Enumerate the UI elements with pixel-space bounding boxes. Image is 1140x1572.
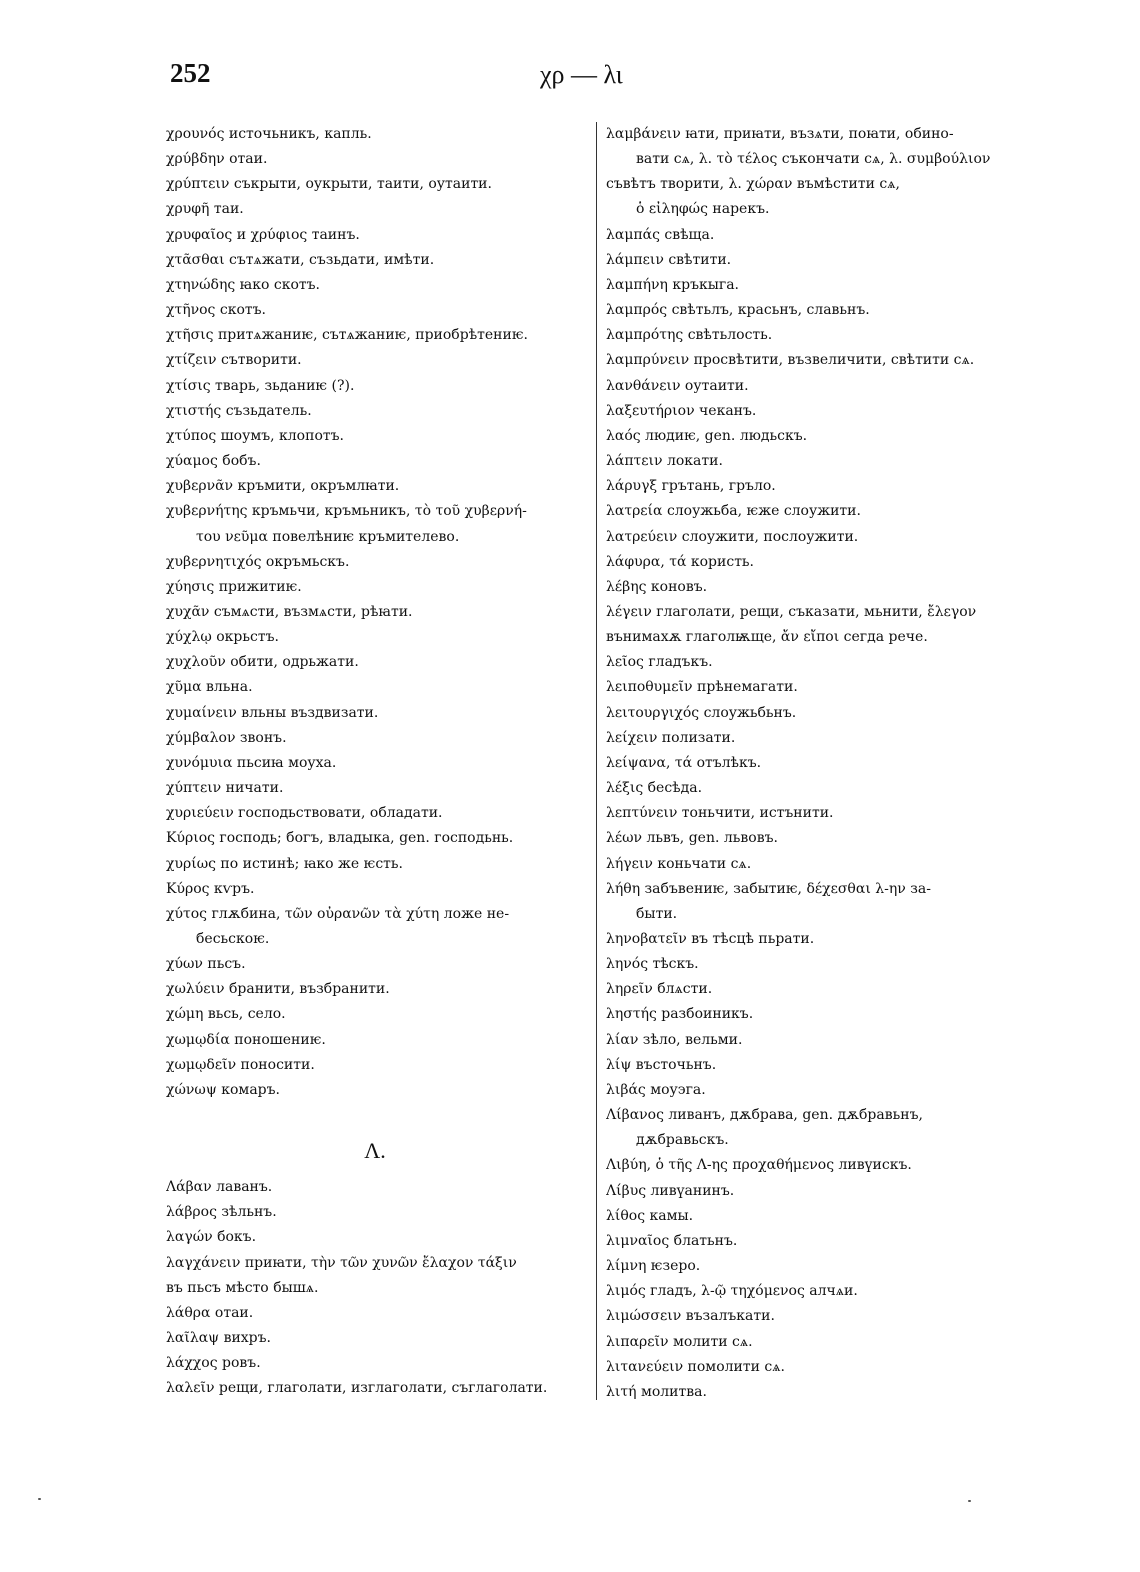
dictionary-entry: въ пьсъ мѣсто бышѧ. <box>166 1279 319 1296</box>
dictionary-entry: χρύβδην отаи. <box>166 151 268 168</box>
dictionary-entry: λαμπρότης свѣтьлость. <box>606 327 773 344</box>
dictionary-entry: λήγειν коньчати сѧ. <box>606 855 752 872</box>
dictionary-entry: λίαν зѣло, вельми. <box>606 1031 743 1048</box>
dictionary-entry: λείψανα, τά отълѣкъ. <box>606 754 762 771</box>
dictionary-entry: Κύριος господь; богъ, владыка, gen. господьнь. <box>166 830 514 847</box>
dictionary-entry: χωμῳδεῖν поносити. <box>166 1056 315 1073</box>
dictionary-entry: λεπτύνειν тоньчити, истънити. <box>606 805 834 822</box>
section-letter: Λ. <box>364 1138 386 1164</box>
dictionary-entry: λαμβάνειν ꙗти, приꙗти, възѧти, поꙗти, обино- <box>606 126 954 142</box>
dictionary-entry: λαγχάνειν приꙗти, τὴν τῶν χυνῶν ἔλαχον τάξιν <box>166 1254 517 1271</box>
dictionary-entry: λαῖλαψ вихръ. <box>166 1330 271 1347</box>
dictionary-entry: Λίβυς ливүанинъ. <box>606 1182 735 1199</box>
dictionary-entry: λιμώσσειν възалъкати. <box>606 1308 775 1325</box>
dictionary-entry: λιβάς моуэга. <box>606 1081 706 1098</box>
dictionary-entry: χτίσις тварь, зьданиѥ (?). <box>166 377 355 394</box>
dictionary-entry: χρουνός источьникъ, капль. <box>166 126 372 142</box>
dictionary-entry: λέγειν глаголати, рещи, съказати, мьнити, ἔλεγον <box>606 603 977 620</box>
dictionary-entry: χρυφαῖος и χρύφιος таинъ. <box>166 226 360 243</box>
dictionary-entry: λείχειν полизати. <box>606 729 736 746</box>
dictionary-entry: χύπτειν ничати. <box>166 780 284 797</box>
dictionary-entry: χυμαίνειν вльны въздвизати. <box>166 704 379 721</box>
dictionary-entry: λιπαρεῖν молити сѧ. <box>606 1333 753 1350</box>
dictionary-entry: Λιβύη, ὁ τῆς Λ-ης προχαθήμενος ливүискъ. <box>606 1157 912 1174</box>
dictionary-entry: χῦμα вльна. <box>166 679 253 696</box>
dictionary-entry: χυβερνητιχός окръмьскъ. <box>166 553 350 570</box>
dictionary-entry: χτίζειν сътворити. <box>166 352 302 369</box>
dictionary-entry: χτιστής съзьдатель. <box>166 402 312 419</box>
dictionary-entry: χύησις прижитиѥ. <box>166 578 302 595</box>
dictionary-entry: χυχλοῦν обити, одрьжати. <box>166 654 359 671</box>
dictionary-entry: χτῆσις притѧжаниѥ, сътѧжаниѥ, приобрѣтениѥ. <box>166 327 528 344</box>
dictionary-entry: χώνωψ комаръ. <box>166 1081 280 1098</box>
dictionary-entry: λάβρος зѣльнъ. <box>166 1204 277 1221</box>
dictionary-entry: χύων пьсъ. <box>166 956 246 973</box>
dictionary-entry: λέων львъ, gen. львовъ. <box>606 830 778 847</box>
entries-before-section <box>166 122 584 1103</box>
running-head: χρ — λι <box>540 60 623 89</box>
dictionary-entry: λάθρα отаи. <box>166 1304 254 1321</box>
dictionary-entry: χωλύειν бранити, възбранити. <box>166 981 390 998</box>
dictionary-entry: χτηνώδης ꙗко скотъ. <box>166 276 320 293</box>
dictionary-entry: λατρεύειν слоужити, послоужити. <box>606 528 859 545</box>
dictionary-entry: быти. <box>636 905 678 922</box>
dictionary-entry: ὁ εἰληφώς нарекъ. <box>636 201 770 218</box>
dictionary-entry: λιτανεύειν помолити сѧ. <box>606 1358 785 1375</box>
dictionary-entry: λιτή молитва. <box>606 1383 707 1400</box>
dictionary-entry: Κύρος кѵръ. <box>166 880 255 897</box>
dictionary-entry: χυριεύειν господьствовати, обладати. <box>166 805 443 822</box>
scan-speck <box>968 1500 971 1502</box>
dictionary-entry: λατρεία слоужьба, ѥже слоужити. <box>606 503 861 520</box>
dictionary-entry: λιμός гладъ, λ-ῷ τηχόμενος алчѧи. <box>606 1283 858 1300</box>
dictionary-entry: λειποθυμεῖν прѣнемагати. <box>606 679 798 696</box>
dictionary-entry: λάφυρα, τά користь. <box>606 553 755 570</box>
dictionary-entry: λαμπάς свѣща. <box>606 226 715 243</box>
dictionary-entry: λαός людиѥ, gen. людьскъ. <box>606 427 808 444</box>
dictionary-entry: ληρεῖν блѧсти. <box>606 981 713 998</box>
dictionary-entry: λέξις бесѣда. <box>606 780 703 797</box>
dictionary-entry: χυρίως по истинѣ; ꙗко же ѥсть. <box>166 855 403 872</box>
dictionary-entry: ληνοβατεῖν въ тѣсцѣ пьрати. <box>606 931 815 947</box>
dictionary-entry: λαμπρύνειν просвѣтити, възвеличити, свѣтити сѧ. <box>606 352 975 369</box>
dictionary-entry: λαξευτήριον чеканъ. <box>606 402 757 419</box>
dictionary-entry: λειτουργιχός слоужьбьнъ. <box>606 704 797 721</box>
dictionary-entry: λήθη забъвениѥ, забытиѥ, δέχεσθαι λ-ην за- <box>606 880 931 897</box>
dictionary-entry: λίμνη ѥзеро. <box>606 1258 701 1275</box>
dictionary-entry: χρύπτειν съкрыти, оукрыти, таити, оутаити. <box>166 176 492 193</box>
dictionary-entry: χτύπος шоумъ, клопотъ. <box>166 427 344 444</box>
dictionary-entry: χυβερνᾶν кръмити, окръмлꙗти. <box>166 478 400 495</box>
right-column <box>606 122 1036 1405</box>
dictionary-entry: λάμπειν свѣтити. <box>606 251 732 268</box>
dictionary-entry: λεῖος гладъкъ. <box>606 654 713 671</box>
dictionary-entry: λέβης коновъ. <box>606 578 708 595</box>
dictionary-entry: ληνός тѣскъ. <box>606 956 699 973</box>
dictionary-entry: съвѣтъ творити, λ. χώραν въмѣстити сѧ, <box>606 176 900 193</box>
dictionary-entry: χωμῳδία поношениѥ. <box>166 1031 326 1048</box>
dictionary-entry: λαλεῖν рещи, глаголати, изглаголати, съглаголати. <box>166 1380 548 1397</box>
dictionary-entry: λαγών бокъ. <box>166 1229 257 1246</box>
dictionary-entry: Λάβαν лаванъ. <box>166 1179 273 1196</box>
dictionary-entry: του νεῦμα повелѣниѥ кръмителево. <box>196 528 460 545</box>
dictionary-entry: Λίβανος ливанъ, дѫбрава, gen. дѫбравьнъ, <box>606 1107 923 1124</box>
dictionary-entry: дѫбравьскъ. <box>636 1132 729 1149</box>
dictionary-entry: ληστής разбоиникъ. <box>606 1006 754 1023</box>
dictionary-entry: λίψ въсточьнъ. <box>606 1056 717 1073</box>
left-column <box>166 122 584 1402</box>
dictionary-entry: χυνόμυια пьсиꙗ моуха. <box>166 754 337 771</box>
dictionary-entry: λαμπρός свѣтьлъ, красьнъ, славьнъ. <box>606 302 870 319</box>
dictionary-entry: λάχχος ровъ. <box>166 1355 261 1372</box>
dictionary-entry: χύαμος бобъ. <box>166 453 261 470</box>
entries-after-section <box>166 1175 584 1401</box>
scan-speck <box>38 1498 41 1500</box>
dictionary-entry: χρυφῆ таи. <box>166 201 244 218</box>
dictionary-entry: χύμβαλον звонъ. <box>166 729 287 746</box>
dictionary-entry: λίθος камы. <box>606 1207 694 1224</box>
dictionary-entry: λιμναῖος блатьнъ. <box>606 1232 738 1249</box>
dictionary-entry: χτᾶσθαι сътѧжати, съзьдати, имѣти. <box>166 251 435 268</box>
dictionary-entry: λανθάνειν оутаити. <box>606 377 749 394</box>
dictionary-entry: χύτος глѫбина, τῶν οὐρανῶν τὰ χύτη ложе не- <box>166 905 510 922</box>
dictionary-entry: вънимахѫ глаголѭще, ἄν εἴποι сегда рече. <box>606 629 928 646</box>
dictionary-entry: бесьскоѥ. <box>196 931 270 947</box>
dictionary-entry: χώμη вьсь, село. <box>166 1006 286 1023</box>
dictionary-entry: λάρυγξ грътань, гръло. <box>606 478 776 495</box>
dictionary-entry: χύχλῳ окрьстъ. <box>166 629 279 646</box>
dictionary-entry: вати сѧ, λ. τὸ τέλος съкончати сѧ, λ. συμβούλιον <box>636 151 991 168</box>
dictionary-entry: χτῆνος скотъ. <box>166 302 266 319</box>
column-divider <box>596 122 597 1400</box>
dictionary-entry: χυχᾶν съмѧсти, възмѧсти, рѣꙗти. <box>166 603 413 620</box>
dictionary-entry: λάπτειν локати. <box>606 453 723 470</box>
page-number: 252 <box>170 58 211 88</box>
dictionary-entry: χυβερνήτης кръмьчи, кръмьникъ, τὸ τοῦ χυβερνή- <box>166 503 527 520</box>
dictionary-entry: λαμπήνη кръкыга. <box>606 276 740 293</box>
